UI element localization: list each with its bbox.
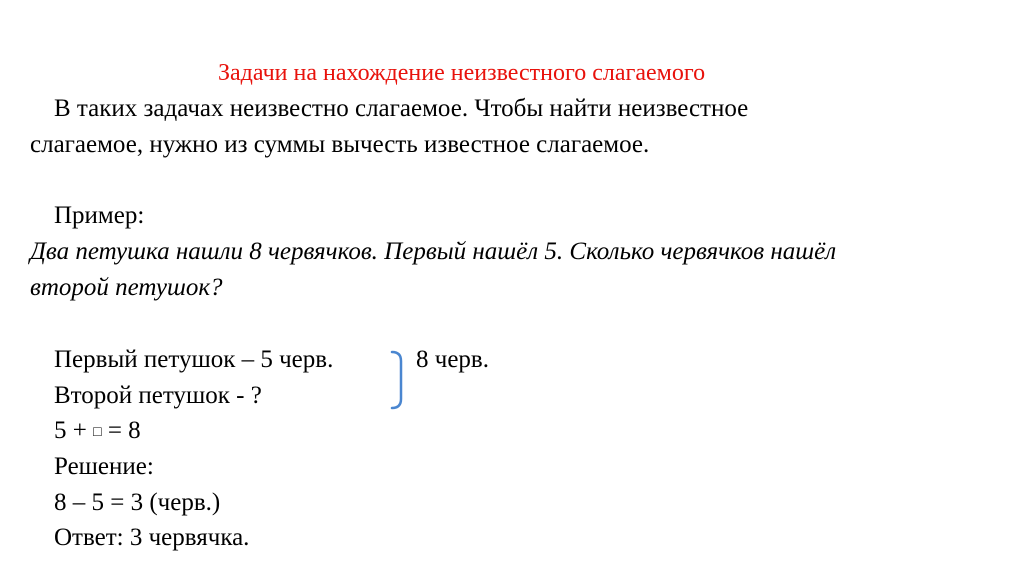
rule-text-line-2: слагаемое, нужно из суммы вычесть известное слагаемое. bbox=[30, 131, 650, 158]
unknown-box: □ bbox=[93, 425, 102, 440]
solution-label: Решение: bbox=[54, 453, 154, 480]
curly-brace-icon bbox=[390, 349, 414, 411]
page-title: Задачи на нахождение неизвестного слагаемого bbox=[218, 60, 706, 86]
condition-total: 8 черв. bbox=[416, 346, 489, 373]
equation-left: 5 + bbox=[54, 417, 94, 444]
problem-text-line-2: второй петушок? bbox=[30, 274, 223, 301]
equation-right: = 8 bbox=[101, 417, 141, 444]
condition-first-rooster: Первый петушок – 5 черв. bbox=[54, 346, 334, 373]
condition-second-rooster: Второй петушок - ? bbox=[54, 382, 262, 409]
problem-text-line-1: Два петушка нашли 8 червячков. Первый нашёл 5. Сколько червячков нашёл bbox=[30, 238, 837, 265]
answer-text: Ответ: 3 червячка. bbox=[54, 524, 250, 551]
equation bbox=[54, 416, 141, 448]
example-label: Пример: bbox=[54, 202, 145, 229]
rule-text-line-1: В таких задачах неизвестно слагаемое. Чтобы найти неизвестное bbox=[54, 95, 749, 122]
solution-expression: 8 – 5 = 3 (черв.) bbox=[54, 489, 221, 516]
